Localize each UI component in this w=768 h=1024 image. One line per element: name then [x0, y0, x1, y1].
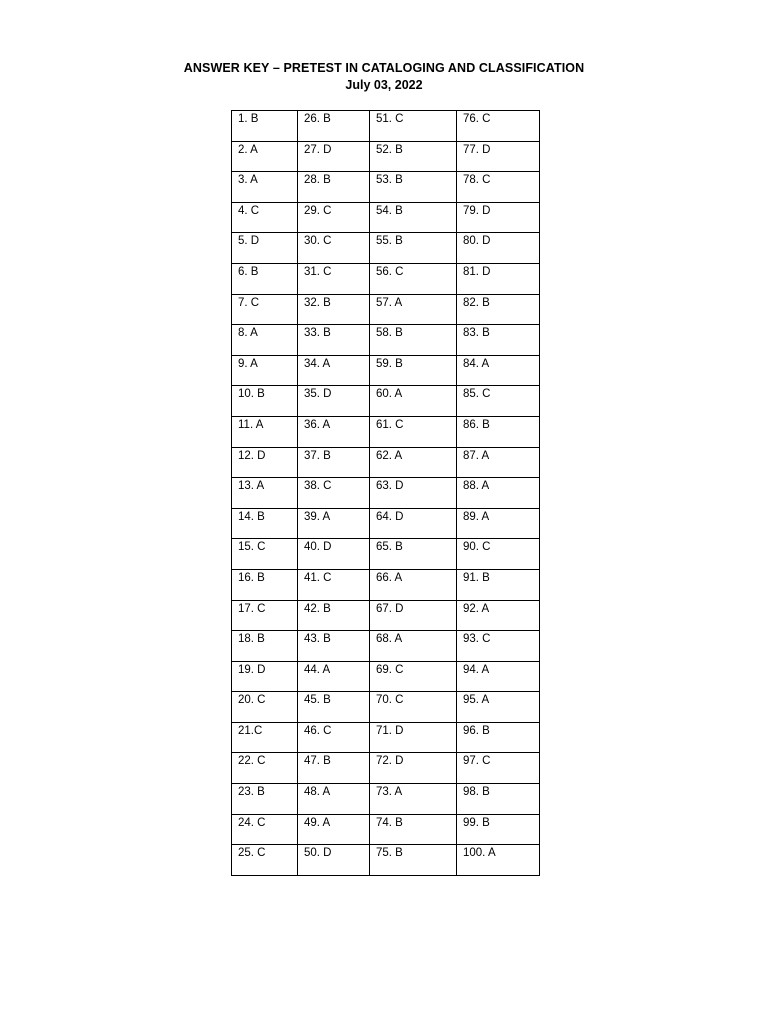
answer-cell: 100. A [457, 845, 540, 876]
answer-cell: 24. C [232, 814, 298, 845]
answer-cell: 13. A [232, 478, 298, 509]
answer-cell: 91. B [457, 569, 540, 600]
answer-cell: 65. B [370, 539, 457, 570]
answer-cell: 5. D [232, 233, 298, 264]
answer-cell: 32. B [298, 294, 370, 325]
answer-cell: 29. C [298, 202, 370, 233]
answer-cell: 59. B [370, 355, 457, 386]
table-row [232, 416, 540, 447]
answer-cell: 97. C [457, 753, 540, 784]
answer-cell: 99. B [457, 814, 540, 845]
answer-cell: 64. D [370, 508, 457, 539]
answer-cell: 80. D [457, 233, 540, 264]
answer-cell: 49. A [298, 814, 370, 845]
table-row [232, 233, 540, 264]
answer-cell: 68. A [370, 631, 457, 662]
table-row [232, 294, 540, 325]
answer-cell: 84. A [457, 355, 540, 386]
answer-cell: 21.C [232, 722, 298, 753]
table-row [232, 355, 540, 386]
answer-cell: 16. B [232, 569, 298, 600]
answer-cell: 30. C [298, 233, 370, 264]
document-title: ANSWER KEY – PRETEST IN CATALOGING AND CLASSIFICATION [183, 61, 585, 75]
answer-cell: 51. C [370, 111, 457, 142]
answer-cell: 95. A [457, 692, 540, 723]
answer-cell: 63. D [370, 478, 457, 509]
answer-cell: 2. A [232, 141, 298, 172]
answer-cell: 20. C [232, 692, 298, 723]
answer-cell: 23. B [232, 784, 298, 815]
answer-cell: 31. C [298, 263, 370, 294]
answer-cell: 10. B [232, 386, 298, 417]
answer-cell: 81. D [457, 263, 540, 294]
answer-cell: 47. B [298, 753, 370, 784]
table-row [232, 845, 540, 876]
answer-cell: 38. C [298, 478, 370, 509]
answer-cell: 71. D [370, 722, 457, 753]
answer-cell: 6. B [232, 263, 298, 294]
table-row [232, 814, 540, 845]
answer-cell: 62. A [370, 447, 457, 478]
answer-cell: 69. C [370, 661, 457, 692]
table-row [232, 661, 540, 692]
answer-cell: 77. D [457, 141, 540, 172]
answer-cell: 70. C [370, 692, 457, 723]
answer-cell: 11. A [232, 416, 298, 447]
answer-cell: 43. B [298, 631, 370, 662]
table-row [232, 325, 540, 356]
answer-cell: 53. B [370, 172, 457, 203]
answer-cell: 45. B [298, 692, 370, 723]
answer-cell: 50. D [298, 845, 370, 876]
table-row [232, 722, 540, 753]
table-row [232, 172, 540, 203]
table-row [232, 508, 540, 539]
table-row [232, 386, 540, 417]
answer-cell: 41. C [298, 569, 370, 600]
answer-cell: 37. B [298, 447, 370, 478]
table-row [232, 753, 540, 784]
answer-cell: 73. A [370, 784, 457, 815]
answer-cell: 66. A [370, 569, 457, 600]
answer-cell: 98. B [457, 784, 540, 815]
answer-cell: 93. C [457, 631, 540, 662]
answer-cell: 74. B [370, 814, 457, 845]
answer-cell: 90. C [457, 539, 540, 570]
answer-cell: 54. B [370, 202, 457, 233]
answer-cell: 52. B [370, 141, 457, 172]
table-row [232, 600, 540, 631]
answer-cell: 1. B [232, 111, 298, 142]
answer-cell: 85. C [457, 386, 540, 417]
table-row [232, 784, 540, 815]
answer-cell: 75. B [370, 845, 457, 876]
answer-cell: 48. A [298, 784, 370, 815]
answer-cell: 18. B [232, 631, 298, 662]
answer-cell: 88. A [457, 478, 540, 509]
answer-cell: 79. D [457, 202, 540, 233]
answer-cell: 67. D [370, 600, 457, 631]
table-row [232, 692, 540, 723]
answer-cell: 58. B [370, 325, 457, 356]
answer-cell: 9. A [232, 355, 298, 386]
answer-cell: 22. C [232, 753, 298, 784]
table-row [232, 111, 540, 142]
answer-cell: 12. D [232, 447, 298, 478]
answer-cell: 82. B [457, 294, 540, 325]
table-row [232, 478, 540, 509]
table-row [232, 569, 540, 600]
answer-cell: 35. D [298, 386, 370, 417]
answer-cell: 87. A [457, 447, 540, 478]
answer-cell: 78. C [457, 172, 540, 203]
answer-cell: 60. A [370, 386, 457, 417]
answer-cell: 3. A [232, 172, 298, 203]
answer-cell: 14. B [232, 508, 298, 539]
answer-cell: 25. C [232, 845, 298, 876]
answer-cell: 86. B [457, 416, 540, 447]
answer-cell: 19. D [232, 661, 298, 692]
answer-cell: 33. B [298, 325, 370, 356]
table-row [232, 263, 540, 294]
answer-key-table [231, 110, 540, 876]
answer-cell: 40. D [298, 539, 370, 570]
answer-cell: 92. A [457, 600, 540, 631]
answer-cell: 76. C [457, 111, 540, 142]
table-row [232, 141, 540, 172]
answer-cell: 56. C [370, 263, 457, 294]
answer-cell: 15. C [232, 539, 298, 570]
answer-cell: 57. A [370, 294, 457, 325]
answer-cell: 72. D [370, 753, 457, 784]
table-row [232, 202, 540, 233]
table-row [232, 447, 540, 478]
answer-cell: 39. A [298, 508, 370, 539]
answer-cell: 7. C [232, 294, 298, 325]
answer-cell: 46. C [298, 722, 370, 753]
answer-cell: 4. C [232, 202, 298, 233]
answer-cell: 55. B [370, 233, 457, 264]
answer-cell: 28. B [298, 172, 370, 203]
answer-cell: 61. C [370, 416, 457, 447]
answer-cell: 26. B [298, 111, 370, 142]
answer-cell: 96. B [457, 722, 540, 753]
answer-cell: 8. A [232, 325, 298, 356]
answer-cell: 27. D [298, 141, 370, 172]
answer-cell: 44. A [298, 661, 370, 692]
answer-cell: 42. B [298, 600, 370, 631]
answer-cell: 34. A [298, 355, 370, 386]
document-date: July 03, 2022 [345, 78, 423, 92]
answer-cell: 36. A [298, 416, 370, 447]
answer-cell: 17. C [232, 600, 298, 631]
answer-cell: 83. B [457, 325, 540, 356]
answer-cell: 94. A [457, 661, 540, 692]
table-row [232, 631, 540, 662]
table-row [232, 539, 540, 570]
answer-cell: 89. A [457, 508, 540, 539]
